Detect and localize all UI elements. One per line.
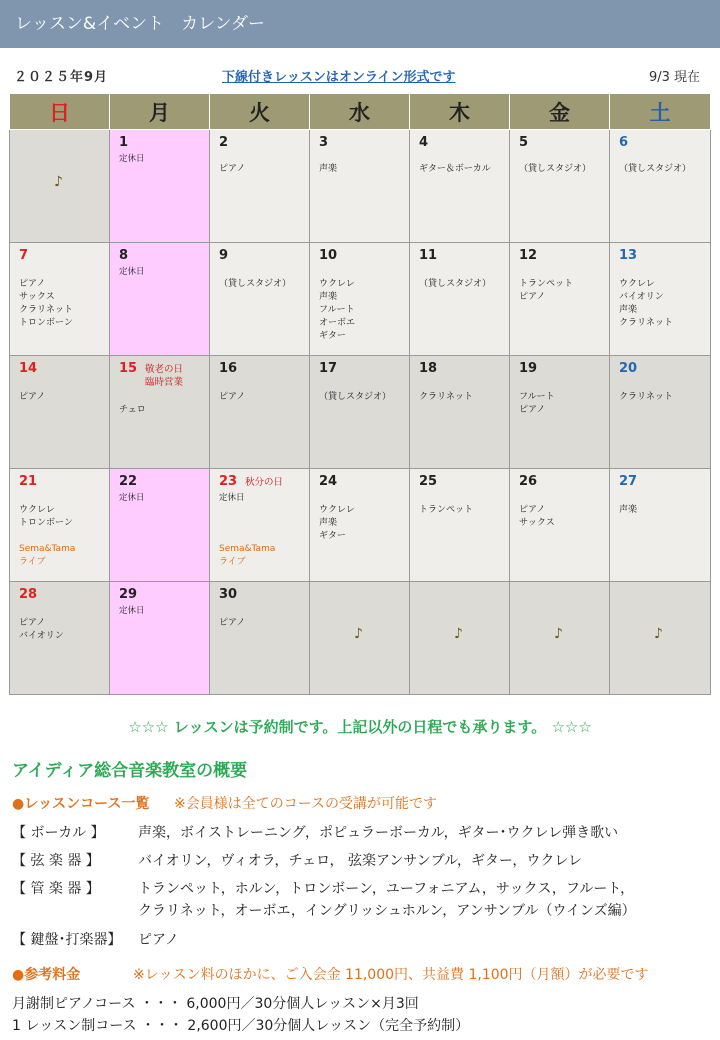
lesson-list: ピアノ <box>219 618 246 628</box>
lesson-list: クラリネット <box>619 392 673 402</box>
day-cell-11 <box>410 243 510 356</box>
week-row-4 <box>10 469 711 582</box>
weekday-wed: 水 <box>310 94 410 130</box>
day-number: 24 <box>319 474 338 489</box>
day-cell-13 <box>610 243 711 356</box>
day-cell-15 <box>110 356 210 469</box>
course-items: バイオリン，ヴィオラ，チェロ， 弦楽アンサンブル，ギター，ウクレレ <box>138 853 582 869</box>
day-number: 3 <box>319 135 329 150</box>
music-note-icon: ♪ <box>554 626 563 642</box>
lesson-list: 声楽 <box>619 505 638 515</box>
lesson-list: トランペット ピアノ <box>519 279 574 302</box>
course-items: トランペット，ホルン，トロンボーン，ユーフォニアム，サックス，フルート， <box>138 881 635 897</box>
day-number: 8 <box>119 248 129 263</box>
reservation-notice: ☆☆☆ レッスンは予約制です。上記以外の日程でも承ります。 ☆☆☆ <box>128 718 592 736</box>
day-cell-22 <box>110 469 210 582</box>
day-cell-6 <box>610 130 711 243</box>
course-row-winds-continued <box>12 900 636 920</box>
subheader <box>0 64 720 86</box>
day-number: 26 <box>519 474 538 489</box>
lesson-list: ピアノ バイオリン <box>19 618 64 641</box>
day-cell-23 <box>210 469 310 582</box>
day-number: 16 <box>219 361 238 376</box>
course-row-strings <box>12 850 582 870</box>
fee-heading: ●参考料金 <box>12 967 81 983</box>
lesson-list: ピアノ <box>19 392 46 402</box>
day-number: 1 <box>119 135 129 150</box>
lesson-list: （貸しスタジオ） <box>219 279 292 289</box>
day-cell-empty <box>10 130 110 243</box>
day-cell-25 <box>410 469 510 582</box>
day-cell-5 <box>510 130 610 243</box>
day-cell-10 <box>310 243 410 356</box>
day-cell-9 <box>210 243 310 356</box>
day-number: 2 <box>219 135 229 150</box>
lesson-list: ピアノ サックス クラリネット トロンボーン <box>19 279 73 328</box>
day-cell-17 <box>310 356 410 469</box>
lesson-list: クラリネット <box>419 392 473 402</box>
day-number: 9 <box>219 248 229 263</box>
lesson-list: トランペット <box>419 505 474 515</box>
day-cell-8 <box>110 243 210 356</box>
day-number: 19 <box>519 361 538 376</box>
lesson-list: フルート ピアノ <box>519 392 555 415</box>
day-number: 4 <box>419 135 429 150</box>
lesson-list: チェロ <box>119 405 146 415</box>
day-number: 12 <box>519 248 538 263</box>
lesson-list: ピアノ サックス <box>519 505 555 528</box>
course-row-winds <box>12 878 634 898</box>
lesson-list: （貸しスタジオ） <box>419 279 492 289</box>
day-cell-21 <box>10 469 110 582</box>
course-category: 【 管 楽 器 】 <box>12 881 100 897</box>
day-cell-empty <box>410 582 510 695</box>
closed-label: 定休日 <box>119 267 145 277</box>
day-cell-26 <box>510 469 610 582</box>
lesson-list: （貸しスタジオ） <box>619 164 692 174</box>
course-list-note: ※会員様は全てのコースの受講が可能です <box>174 796 438 812</box>
day-number: 11 <box>419 248 438 263</box>
day-number: 15 <box>119 361 138 376</box>
course-row-keyboard-percussion <box>12 929 179 949</box>
day-number: 27 <box>619 474 638 489</box>
weekday-sat: 土 <box>610 94 711 130</box>
event-label: Sema&Tama ライブ <box>219 544 276 567</box>
course-category: 【 弦 楽 器 】 <box>12 853 100 869</box>
day-number: 5 <box>519 135 529 150</box>
day-number: 22 <box>119 474 138 489</box>
day-cell-12 <box>510 243 610 356</box>
weekday-tue: 火 <box>210 94 310 130</box>
day-cell-2 <box>210 130 310 243</box>
fee-note: ※レッスン料のほかに、ご入会金 11,000円、共益費 1,100円（月額）が必要です <box>133 967 649 983</box>
day-cell-29 <box>110 582 210 695</box>
lesson-list: ウクレレ バイオリン 声楽 クラリネット <box>619 279 673 328</box>
day-number: 20 <box>619 361 638 376</box>
day-number: 29 <box>119 587 138 602</box>
week-row-1 <box>10 130 711 243</box>
closed-label: 定休日 <box>219 493 245 503</box>
day-cell-18 <box>410 356 510 469</box>
music-note-icon: ♪ <box>654 626 663 642</box>
lesson-list: ウクレレ 声楽 ギター <box>319 505 355 541</box>
lesson-list: ピアノ <box>219 164 246 174</box>
day-cell-empty <box>610 582 711 695</box>
weekday-header-row <box>10 94 711 130</box>
day-number: 18 <box>419 361 438 376</box>
day-cell-empty <box>510 582 610 695</box>
overview-title: アイディア総合音楽教室の概要 <box>12 761 248 781</box>
music-note-icon: ♪ <box>54 174 63 190</box>
day-number: 25 <box>419 474 438 489</box>
day-cell-20 <box>610 356 711 469</box>
day-number: 13 <box>619 248 638 263</box>
day-cell-1 <box>110 130 210 243</box>
as-of-date: 9/3 現在 <box>648 70 700 85</box>
day-number: 7 <box>19 248 29 263</box>
day-number: 28 <box>19 587 38 602</box>
lesson-list: ウクレレ 声楽 フルート オーボエ ギター <box>319 279 356 341</box>
weekday-thu: 木 <box>410 94 510 130</box>
course-items: クラリネット，オーボエ，イングリッシュホルン，アンサンブル（ウインズ編） <box>138 903 636 919</box>
day-cell-empty <box>310 582 410 695</box>
holiday-label: 敬老の日 臨時営業 <box>145 364 184 388</box>
weekday-fri: 金 <box>510 94 610 130</box>
closed-label: 定休日 <box>119 493 145 503</box>
day-cell-19 <box>510 356 610 469</box>
closed-label: 定休日 <box>119 606 145 616</box>
weekday-sun: 日 <box>10 94 110 130</box>
event-label: Sema&Tama ライブ <box>19 544 76 567</box>
day-cell-16 <box>210 356 310 469</box>
day-cell-3 <box>310 130 410 243</box>
day-number: 14 <box>19 361 38 376</box>
course-list-heading: ●レッスンコース一覧 <box>12 796 150 812</box>
day-cell-30 <box>210 582 310 695</box>
day-cell-28 <box>10 582 110 695</box>
day-number: 23 <box>219 474 238 489</box>
day-cell-7 <box>10 243 110 356</box>
day-cell-14 <box>10 356 110 469</box>
lesson-list: （貸しスタジオ） <box>319 392 392 402</box>
music-note-icon: ♪ <box>354 626 363 642</box>
online-lesson-notice: 下線付きレッスンはオンライン形式です <box>222 70 456 85</box>
course-row-vocal <box>12 822 618 842</box>
day-number: 17 <box>319 361 338 376</box>
week-row-3 <box>10 356 711 469</box>
lesson-list: 声楽 <box>319 164 338 174</box>
course-category: 【 鍵盤･打楽器】 <box>12 932 122 948</box>
course-category: 【 ボーカル 】 <box>12 825 105 841</box>
weekday-mon: 月 <box>110 94 210 130</box>
day-cell-27 <box>610 469 711 582</box>
day-number: 6 <box>619 135 629 150</box>
calendar-table <box>9 93 711 695</box>
day-number: 21 <box>19 474 38 489</box>
week-row-5 <box>10 582 711 695</box>
day-number: 30 <box>219 587 238 602</box>
calendar-month: ２０２５年9月 <box>14 70 109 85</box>
day-number: 10 <box>319 248 338 263</box>
fee-row: 月謝制ピアノコース ・・・ 6,000円／30分個人レッスン×月3回 <box>12 996 419 1012</box>
lesson-list: ギター＆ボーカル <box>419 164 491 174</box>
page-title: レッスン&イベント カレンダー <box>15 14 265 34</box>
course-items: ピアノ <box>138 932 179 948</box>
week-row-2 <box>10 243 711 356</box>
holiday-label: 秋分の日 <box>245 477 284 488</box>
closed-label: 定休日 <box>119 154 145 164</box>
lesson-list: ウクレレ トロンボーン <box>19 505 73 528</box>
title-bar <box>0 0 720 48</box>
lesson-list: （貸しスタジオ） <box>519 164 592 174</box>
day-cell-24 <box>310 469 410 582</box>
music-note-icon: ♪ <box>454 626 463 642</box>
lesson-list: ピアノ <box>219 392 246 402</box>
course-items: 声楽，ボイストレーニング，ポピュラーボーカル，ギター･ウクレレ弾き歌い <box>138 825 619 841</box>
day-cell-4 <box>410 130 510 243</box>
fee-row: 1 レッスン制コース ・・・ 2,600円／30分個人レッスン（完全予約制） <box>12 1018 470 1034</box>
